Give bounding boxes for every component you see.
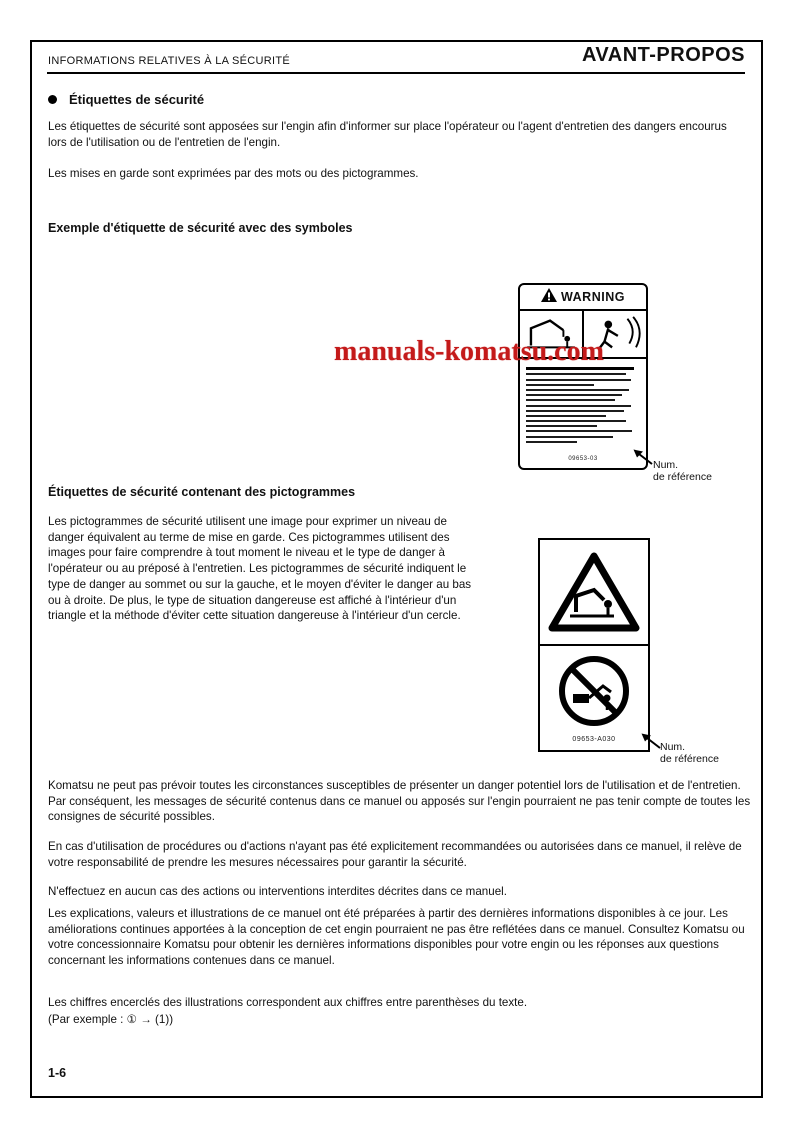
warning-label-code: 09653-03 (568, 456, 598, 462)
intro-paragraph-2: Les mises en garde sont exprimées par des mots ou des pictogrammes. (48, 167, 419, 180)
section-heading: Étiquettes de sécurité (69, 92, 205, 107)
reference-caption-line1: Num. (660, 741, 686, 753)
reference-caption (660, 741, 719, 765)
bullet-icon (48, 95, 57, 104)
pictogram-heading: Étiquettes de sécurité contenant des pictogrammes (48, 485, 356, 499)
reference-caption-line1: Num. (653, 459, 679, 471)
header-rule (47, 72, 745, 74)
closing-paragraph-2: En cas d'utilisation de procédures ou d'actions n'ayant pas été explicitement recommandées ou autorisées dans ce manuel, il relève de votre responsabilité de prendre les mesures nécessaires pour garantir la sécurité. (48, 840, 742, 869)
header-left-title: INFORMATIONS RELATIVES À LA SÉCURITÉ (48, 55, 291, 67)
warning-label-title: WARNING (561, 290, 625, 304)
label-text-line (526, 420, 626, 422)
reference-arrow-icon (640, 732, 662, 750)
label-text-line (526, 394, 622, 396)
warning-triangle-icon (541, 288, 557, 307)
label-text-line (526, 379, 631, 381)
pictogram-paragraph: Les pictogrammes de sécurité utilisent une image pour exprimer un niveau de danger équivalent au terme de mise en garde. Ces pictogrammes utilisent des images pour faire comprendre à tout moment le niveau et le type de danger à l'opérateur ou au préposé à l'entretien. Les pictogrammes de sécurité indiquent le type de danger au sommet ou sur la gauche, et le moyen d'éviter le danger au bas ou à droite. De plus, le type de situation dangereuse est affiché à l'intérieur d'un triangle et la méthode d'éviter cette situation dangereuse à l'intérieur d'un cercle. (48, 515, 472, 623)
page-number: 1-6 (48, 1066, 67, 1080)
example-heading: Exemple d'étiquette de sécurité avec des symboles (48, 221, 353, 235)
label-text-line (526, 373, 626, 375)
label-text-line (526, 441, 577, 443)
crush-hazard-triangle-icon (540, 540, 648, 646)
prohibition-circle-icon (540, 646, 648, 736)
watermark: manuals-komatsu.com (334, 336, 604, 367)
section-heading-row (48, 92, 204, 107)
pictogram-label (538, 538, 650, 752)
warning-label (518, 283, 648, 470)
closing-paragraph-3: N'effectuez en aucun cas des actions ou interventions interdites décrites dans ce manuel. (48, 885, 507, 898)
label-text-line (526, 389, 629, 391)
closing-paragraph-1: Komatsu ne peut pas prévoir toutes les circonstances susceptibles de présenter un danger potentiel lors de l'utilisation et de l'entretien. Par conséquent, les messages de sécurité contenus dans ce manuel ou apposés sur l'engin pourraient ne pas tenir compte de toutes les consignes de sécurité possibles. (48, 779, 751, 824)
label-text-line (526, 425, 597, 427)
reference-arrow-icon (632, 448, 654, 466)
label-text-line (526, 436, 613, 438)
reference-caption-line2: de référence (653, 471, 712, 483)
header-right-title: AVANT-PROPOS (581, 44, 745, 66)
circled-numbers-note: Les chiffres encerclés des illustrations correspondent aux chiffres entre parenthèses du texte. (48, 996, 528, 1009)
label-text-line (526, 384, 594, 386)
label-text-line (526, 399, 615, 401)
label-text-line (526, 405, 631, 407)
warning-label-text-block (520, 359, 646, 456)
warning-label-header (520, 285, 646, 311)
intro-paragraph-1: Les étiquettes de sécurité sont apposées sur l'engin afin d'informer sur place l'opérateur ou l'agent d'entretien des dangers encourus lors de l'utilisation ou de l'entretien de l'engin. (48, 120, 727, 149)
pictogram-label-code: 09653-A030 (572, 736, 616, 743)
label-text-line (526, 430, 632, 432)
closing-paragraph-4: Les explications, valeurs et illustrations de ce manuel ont été préparées à partir des dernières informations disponibles à ce jour. Les améliorations continues apportées à la conception de cet engin pourraient ne pas être reflétées dans ce manuel. Consultez Komatsu ou votre concessionnaire Komatsu pour obtenir les dernières informations disponibles pour votre engin ou les réponses aux questions concernant les informations contenues dans ce manuel. (48, 907, 745, 968)
label-text-line (526, 415, 606, 417)
reference-caption (653, 459, 712, 483)
circled-numbers-example: (Par exemple : ① → (1)) (48, 1013, 174, 1026)
reference-caption-line2: de référence (660, 753, 719, 765)
label-text-line (526, 410, 624, 412)
